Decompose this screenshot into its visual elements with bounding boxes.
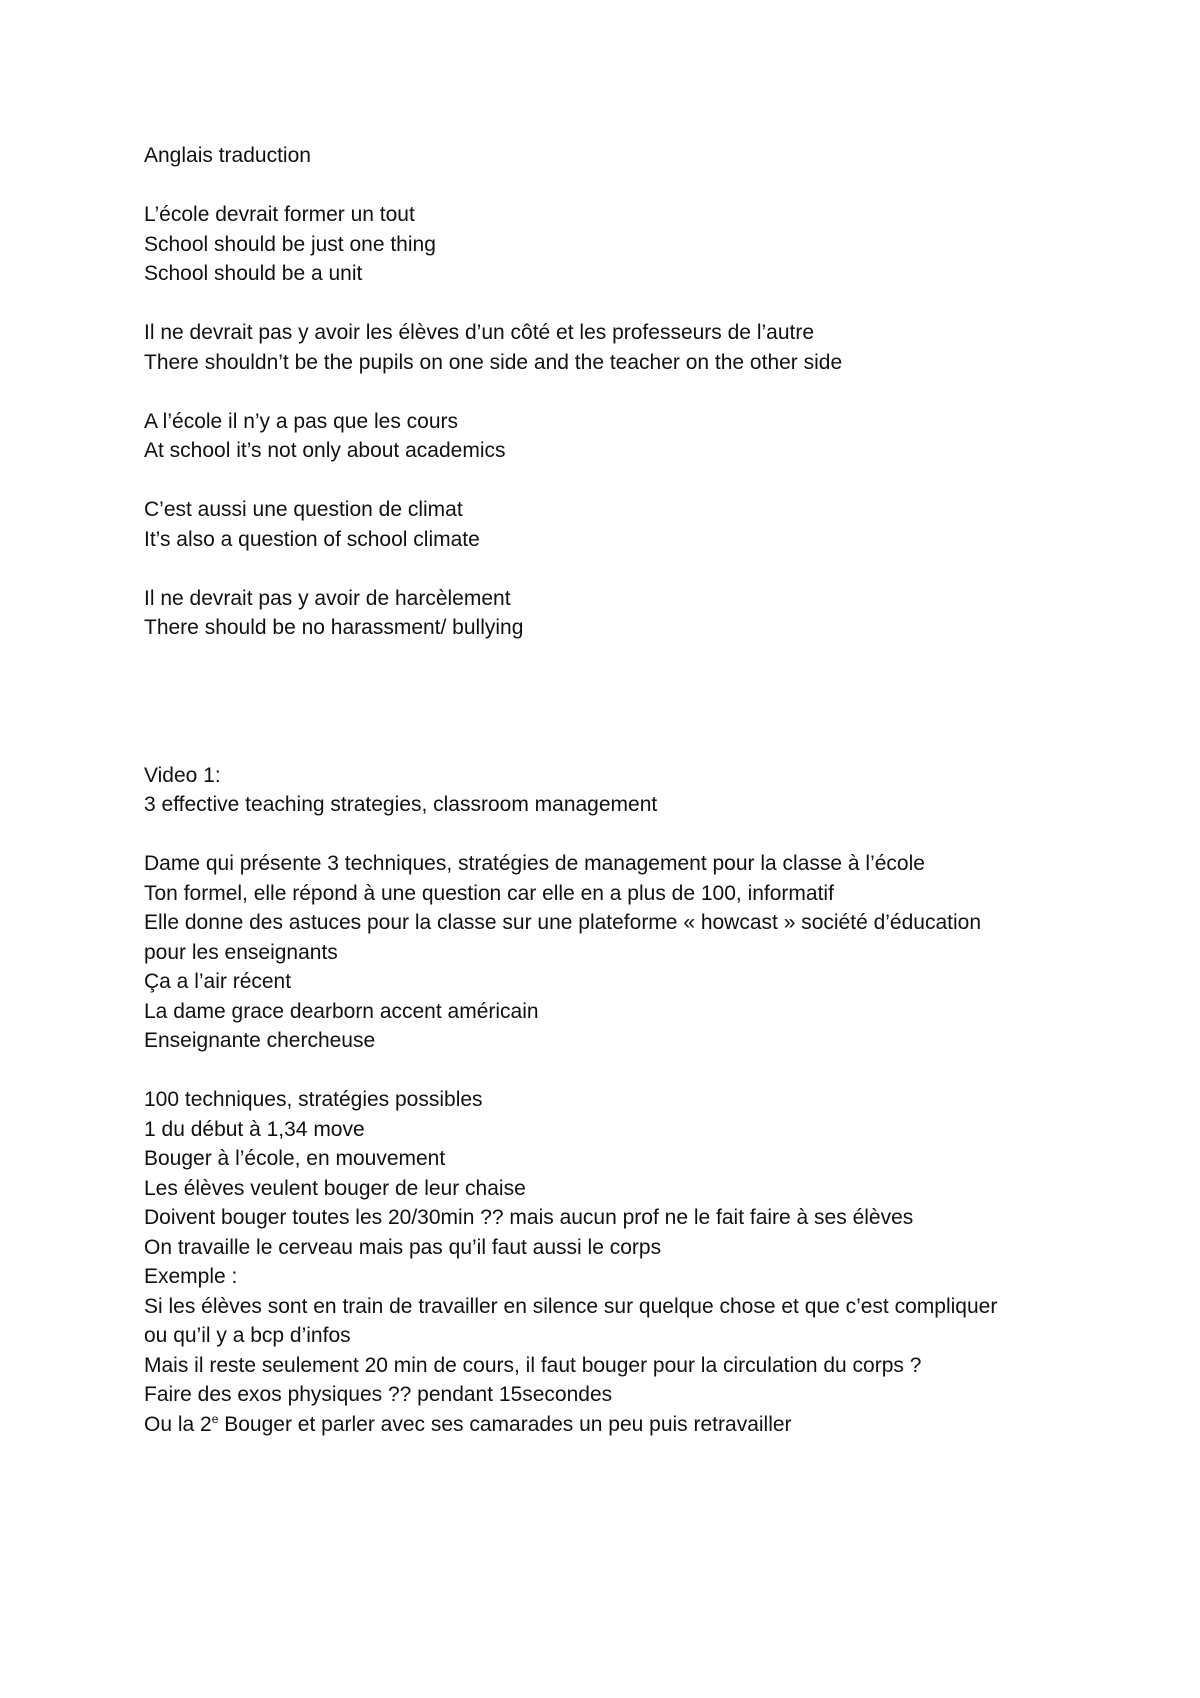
text-line: On travaille le cerveau mais pas qu’il faut aussi le corps [144,1235,662,1259]
blank-line [144,377,1064,407]
text-line: L’école devrait former un tout [144,203,415,226]
blank-line [144,1056,1064,1086]
document-body [144,141,1064,1439]
last-line-before: Ou la 2 [144,1412,212,1436]
text-line: Exemple : [144,1265,238,1288]
ordinal-superscript: e [211,1411,219,1426]
video-heading: Video 1: [144,763,221,787]
text-line: Mais il reste seulement 20 min de cours, il faut bouger pour la circulation du corps ? [144,1353,922,1377]
text-line: Elle donne des astuces pour la classe sur une plateforme « howcast » société d’éducation [144,911,982,934]
blank-line [144,289,1064,319]
text-line: ou qu’il y a bcp d’infos [144,1324,351,1347]
last-line [144,1410,1064,1440]
text-line: Bouger à l’école, en mouvement [144,1147,446,1170]
document-title: Anglais traduction [144,144,311,167]
text-line: 1 du début à 1,34 move [144,1117,365,1141]
blank-line [144,466,1064,496]
text-line: pour les enseignants [144,940,338,964]
text-line: Les élèves veulent bouger de leur chaise [144,1176,526,1200]
text-line: Faire des exos physiques ?? pendant 15secondes [144,1383,613,1406]
blank-line [144,554,1064,584]
text-line: It’s also a question of school climate [144,527,480,551]
text-line: There should be no harassment/ bullying [144,616,524,639]
text-line: Dame qui présente 3 techniques, stratégies de management pour la classe à l’école [144,852,925,875]
text-line: Ton formel, elle répond à une question car elle en a plus de 100, informatif [144,881,834,905]
blank-gap [144,643,1064,761]
video-subtitle: 3 effective teaching strategies, classroom management [144,793,658,816]
blank-line [144,820,1064,850]
text-line: Ça a l’air récent [144,970,292,993]
blank-line [144,171,1064,201]
text-line: Il ne devrait pas y avoir de harcèlement [144,586,511,610]
text-line: Enseignante chercheuse [144,1029,376,1052]
last-line-after: Bouger et parler avec ses camarades un peu puis retravailler [218,1412,792,1436]
text-line: C’est aussi une question de climat [144,498,463,521]
text-line: A l’école il n’y a pas que les cours [144,409,459,433]
text-line: School should be a unit [144,262,363,285]
text-line: Doivent bouger toutes les 20/30min ?? mais aucun prof ne le fait faire à ses élèves [144,1206,914,1229]
text-line: La dame grace dearborn accent américain [144,999,539,1023]
text-line: School should be just one thing [144,232,436,256]
text-line: Il ne devrait pas y avoir les élèves d’un côté et les professeurs de l’autre [144,321,815,344]
text-line: Si les élèves sont en train de travailler en silence sur quelque chose et que c’est compliquer [144,1294,998,1318]
text-line: There shouldn’t be the pupils on one side and the teacher on the other side [144,350,843,374]
text-line: 100 techniques, stratégies possibles [144,1088,483,1111]
text-line: At school it’s not only about academics [144,439,506,462]
